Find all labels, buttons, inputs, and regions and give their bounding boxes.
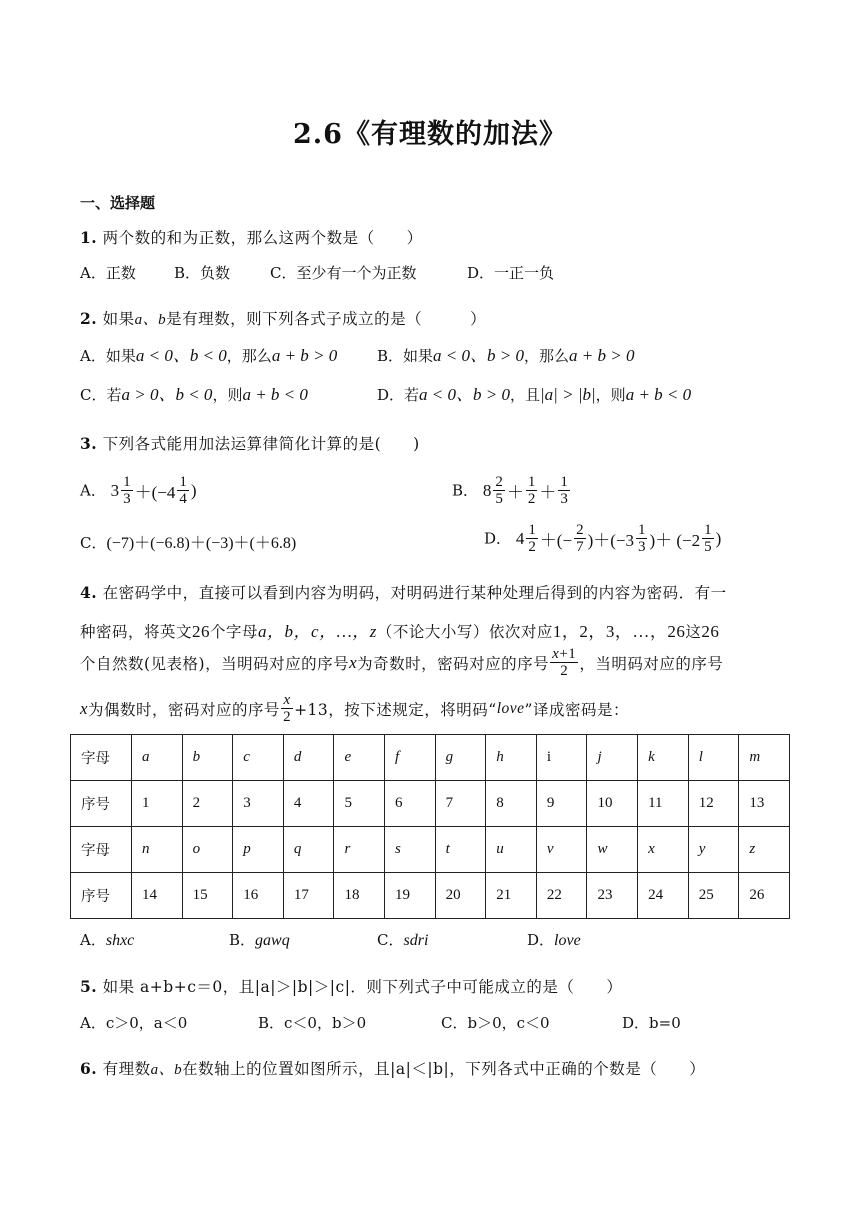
q4-l2-a: 种密码，将英文 (80, 623, 193, 641)
q3-a-expression: 3 $\frac{1}{3}$ ＋(−4 $\frac{1}{4}$ ) (110, 474, 197, 507)
table-cell: l (688, 735, 739, 781)
q4-l2-c: （不论大小写）依次对应 (376, 623, 553, 641)
q3-c-label: C． (80, 534, 107, 552)
q4-l3-x: x (349, 652, 358, 672)
q2-option-c (80, 380, 308, 405)
q5-option-a: A．c＞0，a＜0 (80, 1014, 188, 1032)
q4-a-label: A． (80, 931, 106, 949)
table-cell: b (182, 735, 233, 781)
q2-d-mid2: ，则 (595, 386, 626, 404)
q4-l2-d: 1，2，3，…，26 (552, 622, 686, 641)
q2-a-math: a < 0、b < 0 (135, 346, 227, 365)
table-cell: 19 (385, 873, 436, 919)
table-cell: f (385, 735, 436, 781)
question-4-number: 4. (80, 583, 98, 602)
q4-b-value: gawq (255, 932, 290, 949)
page-title: 2.6《有理数的加法》 (293, 119, 567, 150)
q4-option-b (229, 929, 290, 950)
q4-l3-c: ，当明码对应的序号 (579, 654, 724, 673)
q1-option-b: B．负数 (174, 264, 231, 282)
question-2-number: 2. (80, 309, 98, 328)
q3-option-d (484, 522, 721, 555)
question-1 (80, 226, 423, 248)
table-cell: t (435, 827, 486, 873)
q5-option-d: D．b=0 (622, 1014, 681, 1032)
table-cell: s (385, 827, 436, 873)
table-cell: y (688, 827, 739, 873)
table-cell: c (233, 735, 284, 781)
q4-l3-b: 为奇数时，密码对应的序号 (357, 654, 550, 673)
question-4-line-1 (80, 581, 727, 603)
q1-option-c: C．至少有一个为正数 (270, 264, 417, 282)
q4-c-label: C． (377, 931, 404, 949)
q2-d-abs: |a| > |b| (540, 385, 596, 404)
table-row (71, 781, 790, 827)
q2-c-math2: a + b < 0 (242, 385, 308, 404)
q4-l4-x: x (80, 698, 89, 718)
table-cell: o (182, 827, 233, 873)
q5-option-b: B．c＜0，b＞0 (258, 1014, 367, 1032)
q4-option-c (377, 929, 428, 950)
question-3-text: 下列各式能用加法运算律简化计算的是( ) (102, 435, 420, 453)
table-cell: 21 (486, 873, 537, 919)
table-cell: 25 (688, 873, 739, 919)
question-6-text-a: 有理数 (102, 1060, 151, 1078)
table-cell: 10 (587, 781, 638, 827)
table-cell: a (132, 735, 183, 781)
q3-a-label: A． (80, 481, 106, 500)
table-header-index: 序号 (71, 873, 132, 919)
q2-option-b (377, 341, 634, 366)
q1-option-d: D．一正一负 (467, 264, 555, 282)
question-6 (80, 1057, 705, 1079)
table-row (71, 735, 790, 781)
q4-l4-love: love (496, 699, 525, 717)
table-cell: 15 (182, 873, 233, 919)
q4-c-value: sdri (403, 932, 429, 949)
table-cell: 13 (739, 781, 790, 827)
question-2-text-a: 如果 (102, 310, 135, 328)
q4-d-value: love (554, 932, 581, 949)
q5-option-c: C．b＞0，c＜0 (441, 1014, 550, 1032)
question-1-text: 两个数的和为正数，那么这两个数是（ ） (102, 229, 423, 247)
table-header-index: 序号 (71, 781, 132, 827)
table-cell: 16 (233, 873, 284, 919)
q4-odd-fraction: $\frac{x+1}{2}$ (552, 646, 577, 679)
table-cell: 22 (536, 873, 587, 919)
q2-c-prefix: C．若 (80, 386, 122, 404)
question-5-text: 如果 a+b+c＝0，且|a|＞|b|＞|c|．则下列式子中可能成立的是（ ） (102, 978, 623, 996)
cipher-table (70, 734, 790, 919)
table-header-letter: 字母 (71, 827, 132, 873)
q2-option-d (377, 380, 691, 405)
table-cell: 11 (638, 781, 689, 827)
q4-l4-b: +13，按下述规定，将明码“ (294, 700, 497, 719)
table-cell: x (638, 827, 689, 873)
question-3 (80, 432, 420, 454)
question-4-line1-text: 在密码学中，直接可以看到内容为明码，对明码进行某种处理后得到的内容为密码．有一 (102, 584, 727, 602)
q2-b-math2: a + b > 0 (569, 346, 635, 365)
table-cell: e (334, 735, 385, 781)
q3-option-b (452, 474, 571, 507)
table-header-letter: 字母 (71, 735, 132, 781)
question-2-text-b: 是有理数，则下列各式子成立的是（ ） (166, 310, 487, 328)
table-cell: m (739, 735, 790, 781)
table-cell: 24 (638, 873, 689, 919)
question-5-number: 5. (80, 977, 98, 996)
q3-b-label: B． (452, 481, 479, 500)
q4-a-value: shxc (105, 932, 135, 949)
q4-l2-f: 26 (701, 622, 720, 641)
question-1-number: 1. (80, 228, 98, 247)
q4-l4-a: 为偶数时，密码对应的序号 (88, 700, 281, 719)
q4-option-a (80, 929, 134, 950)
q3-d-expression: 4 $\frac{1}{2}$ ＋(− $\frac{2}{7}$ )＋(−3 $\frac{1}{3}$ )＋ (−2 $\frac{1}{5}$ ) (515, 522, 722, 555)
table-cell: d (283, 735, 334, 781)
q2-d-prefix: D．若 (377, 386, 420, 404)
q3-d-label: D． (484, 529, 512, 548)
question-4-line-3 (80, 646, 723, 679)
q3-b-expression: 8 $\frac{2}{5}$ ＋ $\frac{1}{2}$ ＋ $\frac{1}{3}$ (482, 474, 568, 507)
q4-l3-a: 个自然数(见表格)，当明码对应的序号 (80, 654, 350, 673)
q4-l2-e: 这 (685, 623, 702, 641)
q4-l2-vars: a，b，c，…，z (258, 622, 377, 641)
table-cell: n (132, 827, 183, 873)
table-cell: 18 (334, 873, 385, 919)
table-cell: k (638, 735, 689, 781)
table-cell: h (486, 735, 537, 781)
q4-even-fraction: $\frac{x}{2}$ (283, 692, 292, 725)
q3-option-c (80, 530, 296, 553)
question-3-number: 3. (80, 434, 98, 453)
table-row (71, 873, 790, 919)
q2-c-mid: ，则 (212, 386, 243, 404)
q4-b-label: B． (229, 931, 256, 949)
table-cell: 26 (739, 873, 790, 919)
q2-b-math: a < 0、b > 0 (433, 346, 524, 365)
table-cell: 7 (435, 781, 486, 827)
table-cell: 12 (688, 781, 739, 827)
q4-l2-n: 26 (192, 622, 211, 641)
q3-option-a (80, 474, 197, 507)
section-heading: 一、选择题 (80, 194, 156, 212)
q2-option-a (80, 341, 337, 366)
q2-d-math2: a + b < 0 (625, 385, 692, 404)
table-cell: g (435, 735, 486, 781)
q2-c-math: a > 0、b < 0 (121, 385, 213, 404)
table-cell: p (233, 827, 284, 873)
question-6-text-b: 在数轴上的位置如图所示，且|a|＜|b|，下列各式中正确的个数是（ ） (182, 1060, 706, 1078)
q2-d-mid: ，且 (509, 386, 540, 404)
q2-b-prefix: B．如果 (377, 347, 434, 365)
table-row (71, 827, 790, 873)
table-cell: q (283, 827, 334, 873)
table-cell: z (739, 827, 790, 873)
table-cell: 6 (385, 781, 436, 827)
q1-option-a: A．正数 (80, 264, 136, 282)
table-cell: 20 (435, 873, 486, 919)
q3-c-expression: (−7)＋(−6.8)＋(−3)＋(＋6.8) (106, 535, 297, 552)
table-cell: i (536, 735, 587, 781)
question-6-number: 6. (80, 1059, 98, 1078)
table-cell: 2 (182, 781, 233, 827)
q4-option-d (527, 929, 581, 950)
table-cell: 8 (486, 781, 537, 827)
q4-d-label: D． (527, 931, 555, 949)
table-cell: j (587, 735, 638, 781)
table-cell: 9 (536, 781, 587, 827)
q2-a-mid: ，那么 (226, 347, 272, 365)
table-cell: u (486, 827, 537, 873)
table-cell: 17 (283, 873, 334, 919)
table-cell: r (334, 827, 385, 873)
q4-l4-c: ”译成密码是： (524, 700, 629, 719)
q2-a-math2: a + b > 0 (271, 346, 338, 365)
q2-b-mid: ，那么 (523, 347, 569, 365)
table-cell: 14 (132, 873, 183, 919)
question-5 (80, 975, 622, 997)
question-4-line-2 (80, 617, 719, 642)
question-4-line-4 (80, 692, 629, 725)
table-cell: 1 (132, 781, 183, 827)
table-cell: 4 (283, 781, 334, 827)
table-cell: w (587, 827, 638, 873)
q2-d-math: a < 0、b > 0 (419, 385, 510, 404)
q2-a-prefix: A．如果 (80, 347, 136, 365)
table-cell: 23 (587, 873, 638, 919)
question-6-vars: a、b (150, 1062, 183, 1078)
question-2-vars: a、b (134, 312, 167, 328)
table-cell: 3 (233, 781, 284, 827)
q4-l2-b: 个字母 (210, 623, 259, 641)
table-cell: v (536, 827, 587, 873)
table-cell: 5 (334, 781, 385, 827)
question-2 (80, 307, 486, 329)
